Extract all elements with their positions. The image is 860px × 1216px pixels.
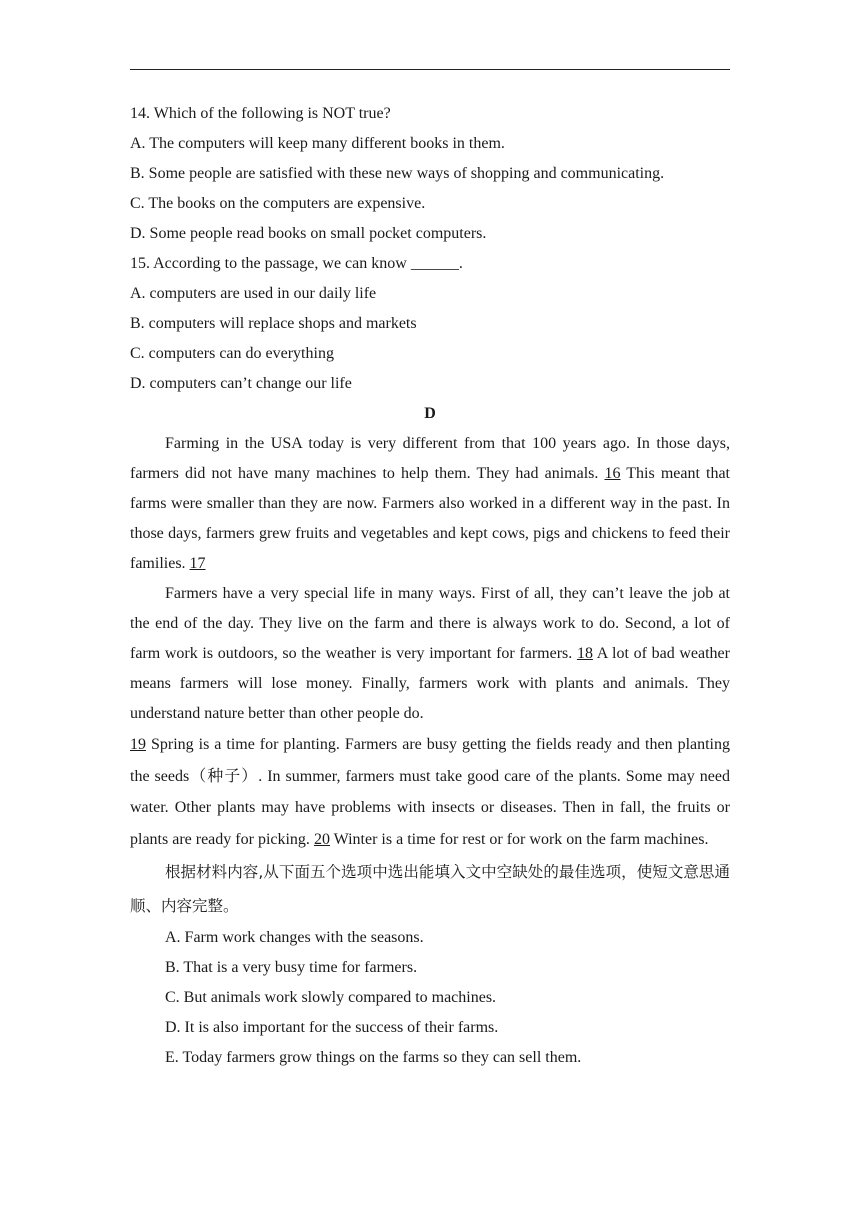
question-15-option-b: B. computers will replace shops and markets bbox=[130, 315, 417, 332]
blank-17: 17 bbox=[189, 555, 206, 572]
question-14-option-c: C. The books on the computers are expensive. bbox=[130, 195, 426, 212]
question-15-stem: 15. According to the passage, we can know ______. bbox=[130, 255, 463, 272]
header-rule bbox=[130, 69, 730, 70]
question-15-option-d: D. computers can’t change our life bbox=[130, 375, 352, 392]
passage-paragraph-3 bbox=[130, 729, 730, 855]
question-14-option-b: B. Some people are satisfied with these new ways of shopping and communicating. bbox=[130, 165, 665, 182]
instruction-text: 根据材料内容,从下面五个选项中选出能填入文中空缺处的最佳选项，使短文意思通顺、内容完整。 bbox=[130, 863, 730, 915]
passage-paragraph-2 bbox=[130, 579, 730, 729]
paragraph-2-text-b: A lot of bad weather means farmers will lose money. Finally, farmers work with plants and animals. They understand nature better than other people do. bbox=[130, 645, 730, 722]
question-14-stem: 14. Which of the following is NOT true? bbox=[130, 105, 391, 122]
passage-paragraph-1 bbox=[130, 429, 730, 579]
paragraph-3-text-b: Winter is a time for rest or for work on the farm machines. bbox=[329, 830, 709, 848]
blank-20: 20 bbox=[313, 830, 330, 848]
section-d-heading: D bbox=[424, 405, 436, 422]
question-14-option-d: D. Some people read books on small pocket computers. bbox=[130, 225, 487, 242]
choice-b: B. That is a very busy time for farmers. bbox=[165, 959, 418, 976]
question-15-option-c: C. computers can do everything bbox=[130, 345, 334, 362]
document-body bbox=[130, 99, 730, 1073]
question-15-option-a: A. computers are used in our daily life bbox=[130, 285, 377, 302]
paragraph-3-text-a: Spring is a time for planting. Farmers are busy getting the fields ready and then planting the seeds（种子）. In summer, farmers must take good care of the plants. Some may need water. Other plants may have problems with insects or diseases. Then in fall, the fruits or plants are ready for picking. bbox=[130, 736, 730, 848]
blank-16: 16 bbox=[604, 465, 621, 482]
paragraph-1-text-a: Farming in the USA today is very different from that 100 years ago. In those days, farmers did not have many machines to help them. They had animals. bbox=[130, 435, 730, 482]
blank-19: 19 bbox=[130, 736, 146, 753]
choice-c: C. But animals work slowly compared to machines. bbox=[165, 989, 497, 1006]
choice-e: E. Today farmers grow things on the farms so they can sell them. bbox=[165, 1049, 582, 1066]
paragraph-2-text-a: Farmers have a very special life in many ways. First of all, they can’t leave the job at the end of the day. They live on the farm and there is always work to do. Second, a lot of farm work is outdoors, so the weather is very important for farmers. bbox=[130, 585, 730, 662]
blank-18: 18 bbox=[576, 645, 593, 662]
paragraph-1-text-b: This meant that farms were smaller than they are now. Farmers also worked in a different way in the past. In those days, farmers grew fruits and vegetables and kept cows, pigs and chickens to feed their families. bbox=[130, 465, 731, 572]
question-14-option-a: A. The computers will keep many different books in them. bbox=[130, 135, 505, 152]
choice-a: A. Farm work changes with the seasons. bbox=[165, 929, 424, 946]
choice-d: D. It is also important for the success of their farms. bbox=[165, 1019, 499, 1036]
